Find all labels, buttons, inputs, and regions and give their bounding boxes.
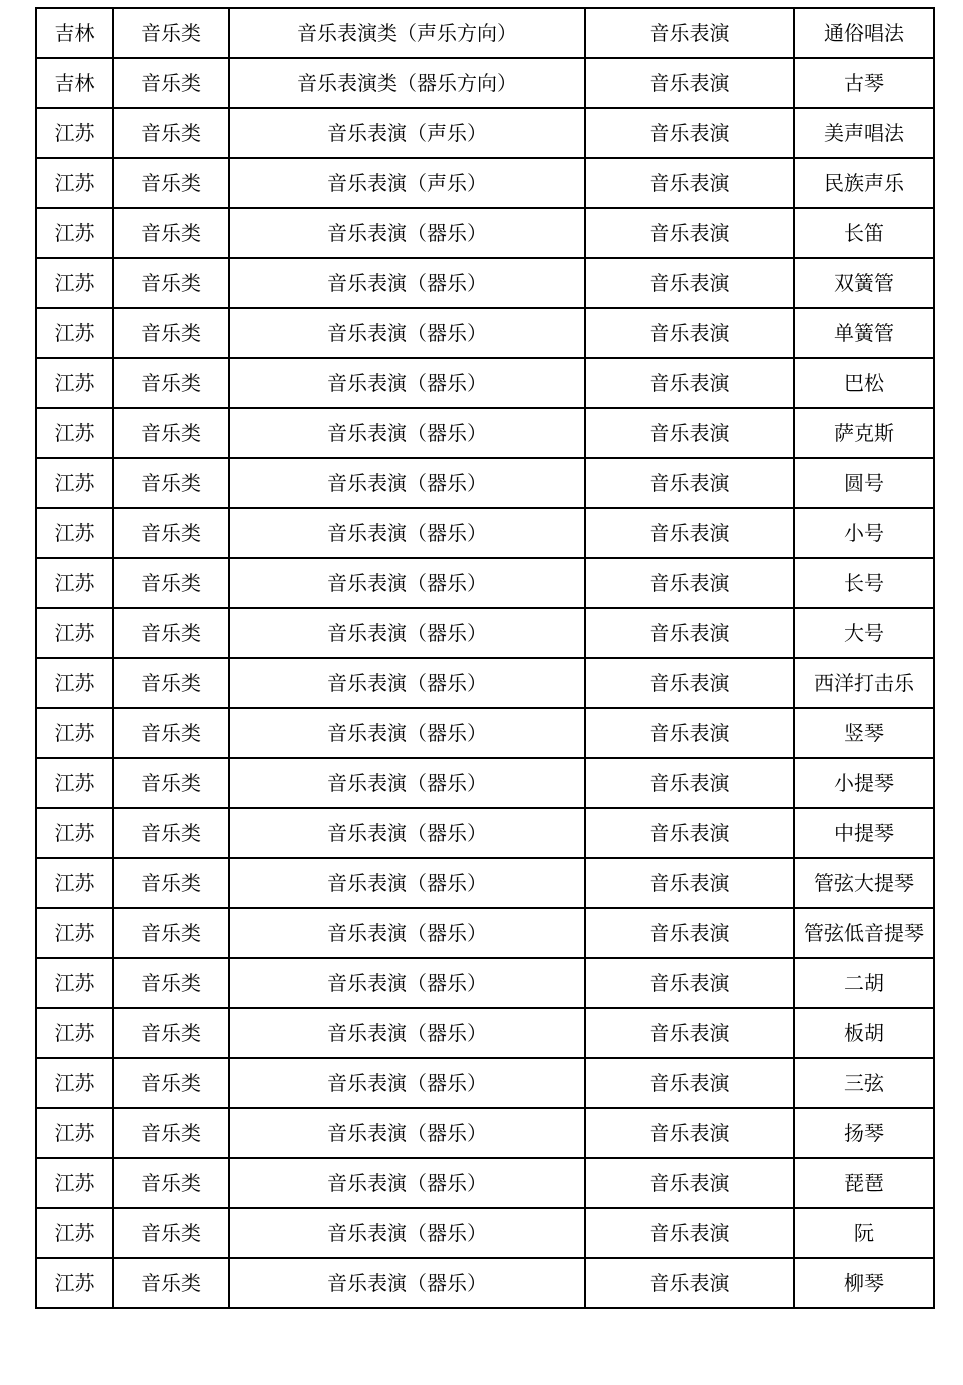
instrument-cell: 二胡 [794, 958, 934, 1008]
exam-type-cell: 音乐表演类（声乐方向） [229, 8, 585, 58]
exam-type-cell: 音乐表演（器乐） [229, 1058, 585, 1108]
instrument-cell: 阮 [794, 1208, 934, 1258]
exam-type-cell: 音乐表演（声乐） [229, 108, 585, 158]
table-row [36, 608, 934, 658]
exam-type-cell: 音乐表演（声乐） [229, 158, 585, 208]
category-cell: 音乐类 [113, 1058, 229, 1108]
exam-type-cell: 音乐表演（器乐） [229, 1108, 585, 1158]
table-row [36, 958, 934, 1008]
table-row [36, 658, 934, 708]
data-table [35, 7, 935, 1309]
table-row [36, 158, 934, 208]
major-cell: 音乐表演 [585, 408, 794, 458]
exam-type-cell: 音乐表演（器乐） [229, 558, 585, 608]
category-cell: 音乐类 [113, 8, 229, 58]
category-cell: 音乐类 [113, 1158, 229, 1208]
exam-type-cell: 音乐表演（器乐） [229, 1158, 585, 1208]
category-cell: 音乐类 [113, 108, 229, 158]
instrument-cell: 通俗唱法 [794, 8, 934, 58]
province-cell: 江苏 [36, 1258, 113, 1308]
exam-type-cell: 音乐表演（器乐） [229, 708, 585, 758]
province-cell: 江苏 [36, 1008, 113, 1058]
table-row [36, 808, 934, 858]
instrument-cell: 古琴 [794, 58, 934, 108]
instrument-cell: 大号 [794, 608, 934, 658]
major-cell: 音乐表演 [585, 358, 794, 408]
major-cell: 音乐表演 [585, 58, 794, 108]
major-cell: 音乐表演 [585, 1058, 794, 1108]
exam-type-cell: 音乐表演（器乐） [229, 208, 585, 258]
category-cell: 音乐类 [113, 258, 229, 308]
province-cell: 江苏 [36, 1108, 113, 1158]
exam-type-cell: 音乐表演（器乐） [229, 458, 585, 508]
exam-type-cell: 音乐表演（器乐） [229, 408, 585, 458]
instrument-cell: 长号 [794, 558, 934, 608]
exam-type-cell: 音乐表演（器乐） [229, 858, 585, 908]
major-cell: 音乐表演 [585, 308, 794, 358]
table-row [36, 1258, 934, 1308]
category-cell: 音乐类 [113, 308, 229, 358]
exam-type-cell: 音乐表演（器乐） [229, 1008, 585, 1058]
category-cell: 音乐类 [113, 658, 229, 708]
exam-type-cell: 音乐表演（器乐） [229, 808, 585, 858]
table-row [36, 708, 934, 758]
category-cell: 音乐类 [113, 1258, 229, 1308]
exam-type-cell: 音乐表演（器乐） [229, 608, 585, 658]
major-cell: 音乐表演 [585, 558, 794, 608]
category-cell: 音乐类 [113, 208, 229, 258]
major-cell: 音乐表演 [585, 808, 794, 858]
table-row [36, 908, 934, 958]
table-row [36, 258, 934, 308]
table-row [36, 558, 934, 608]
province-cell: 江苏 [36, 1058, 113, 1108]
major-cell: 音乐表演 [585, 458, 794, 508]
instrument-cell: 美声唱法 [794, 108, 934, 158]
category-cell: 音乐类 [113, 858, 229, 908]
province-cell: 江苏 [36, 858, 113, 908]
exam-type-cell: 音乐表演（器乐） [229, 908, 585, 958]
instrument-cell: 双簧管 [794, 258, 934, 308]
instrument-cell: 小提琴 [794, 758, 934, 808]
major-cell: 音乐表演 [585, 8, 794, 58]
major-cell: 音乐表演 [585, 208, 794, 258]
province-cell: 江苏 [36, 708, 113, 758]
table-row [36, 308, 934, 358]
major-cell: 音乐表演 [585, 258, 794, 308]
province-cell: 江苏 [36, 358, 113, 408]
table-row [36, 758, 934, 808]
table-row [36, 1158, 934, 1208]
table-row [36, 858, 934, 908]
major-cell: 音乐表演 [585, 508, 794, 558]
major-cell: 音乐表演 [585, 908, 794, 958]
major-cell: 音乐表演 [585, 1108, 794, 1158]
province-cell: 江苏 [36, 508, 113, 558]
exam-type-cell: 音乐表演（器乐） [229, 358, 585, 408]
exam-type-cell: 音乐表演（器乐） [229, 958, 585, 1008]
category-cell: 音乐类 [113, 608, 229, 658]
exam-type-cell: 音乐表演（器乐） [229, 308, 585, 358]
province-cell: 江苏 [36, 758, 113, 808]
category-cell: 音乐类 [113, 1008, 229, 1058]
category-cell: 音乐类 [113, 808, 229, 858]
province-cell: 江苏 [36, 158, 113, 208]
table-row [36, 108, 934, 158]
major-cell: 音乐表演 [585, 1008, 794, 1058]
table-row [36, 208, 934, 258]
instrument-cell: 柳琴 [794, 1258, 934, 1308]
instrument-cell: 长笛 [794, 208, 934, 258]
table-row [36, 458, 934, 508]
table-row [36, 1108, 934, 1158]
table-row [36, 1208, 934, 1258]
major-cell: 音乐表演 [585, 658, 794, 708]
major-cell: 音乐表演 [585, 758, 794, 808]
major-cell: 音乐表演 [585, 608, 794, 658]
province-cell: 江苏 [36, 458, 113, 508]
category-cell: 音乐类 [113, 358, 229, 408]
category-cell: 音乐类 [113, 158, 229, 208]
instrument-cell: 圆号 [794, 458, 934, 508]
instrument-cell: 中提琴 [794, 808, 934, 858]
table-row [36, 58, 934, 108]
instrument-cell: 萨克斯 [794, 408, 934, 458]
exam-type-cell: 音乐表演（器乐） [229, 258, 585, 308]
instrument-cell: 竖琴 [794, 708, 934, 758]
category-cell: 音乐类 [113, 58, 229, 108]
category-cell: 音乐类 [113, 408, 229, 458]
province-cell: 江苏 [36, 808, 113, 858]
table-row [36, 8, 934, 58]
table-row [36, 1058, 934, 1108]
category-cell: 音乐类 [113, 458, 229, 508]
province-cell: 吉林 [36, 58, 113, 108]
category-cell: 音乐类 [113, 708, 229, 758]
instrument-cell: 小号 [794, 508, 934, 558]
province-cell: 江苏 [36, 108, 113, 158]
exam-type-cell: 音乐表演（器乐） [229, 1208, 585, 1258]
exam-type-cell: 音乐表演（器乐） [229, 508, 585, 558]
instrument-cell: 板胡 [794, 1008, 934, 1058]
exam-type-cell: 音乐表演（器乐） [229, 1258, 585, 1308]
category-cell: 音乐类 [113, 1108, 229, 1158]
instrument-cell: 单簧管 [794, 308, 934, 358]
province-cell: 江苏 [36, 258, 113, 308]
major-cell: 音乐表演 [585, 958, 794, 1008]
province-cell: 江苏 [36, 1208, 113, 1258]
instrument-cell: 管弦大提琴 [794, 858, 934, 908]
category-cell: 音乐类 [113, 508, 229, 558]
major-cell: 音乐表演 [585, 1158, 794, 1208]
table-body [36, 8, 934, 1308]
category-cell: 音乐类 [113, 758, 229, 808]
exam-type-cell: 音乐表演类（器乐方向） [229, 58, 585, 108]
exam-type-cell: 音乐表演（器乐） [229, 758, 585, 808]
major-cell: 音乐表演 [585, 158, 794, 208]
major-cell: 音乐表演 [585, 1208, 794, 1258]
category-cell: 音乐类 [113, 558, 229, 608]
instrument-cell: 琵琶 [794, 1158, 934, 1208]
instrument-cell: 扬琴 [794, 1108, 934, 1158]
province-cell: 江苏 [36, 958, 113, 1008]
major-cell: 音乐表演 [585, 108, 794, 158]
instrument-cell: 三弦 [794, 1058, 934, 1108]
instrument-cell: 西洋打击乐 [794, 658, 934, 708]
instrument-cell: 民族声乐 [794, 158, 934, 208]
province-cell: 江苏 [36, 308, 113, 358]
major-cell: 音乐表演 [585, 858, 794, 908]
table-row [36, 508, 934, 558]
province-cell: 江苏 [36, 408, 113, 458]
table-row [36, 408, 934, 458]
province-cell: 江苏 [36, 558, 113, 608]
category-cell: 音乐类 [113, 908, 229, 958]
province-cell: 江苏 [36, 658, 113, 708]
exam-type-cell: 音乐表演（器乐） [229, 658, 585, 708]
table-row [36, 1008, 934, 1058]
province-cell: 吉林 [36, 8, 113, 58]
table-row [36, 358, 934, 408]
major-cell: 音乐表演 [585, 1258, 794, 1308]
instrument-cell: 巴松 [794, 358, 934, 408]
province-cell: 江苏 [36, 1158, 113, 1208]
major-cell: 音乐表演 [585, 708, 794, 758]
instrument-cell: 管弦低音提琴 [794, 908, 934, 958]
province-cell: 江苏 [36, 608, 113, 658]
province-cell: 江苏 [36, 208, 113, 258]
category-cell: 音乐类 [113, 958, 229, 1008]
province-cell: 江苏 [36, 908, 113, 958]
category-cell: 音乐类 [113, 1208, 229, 1258]
